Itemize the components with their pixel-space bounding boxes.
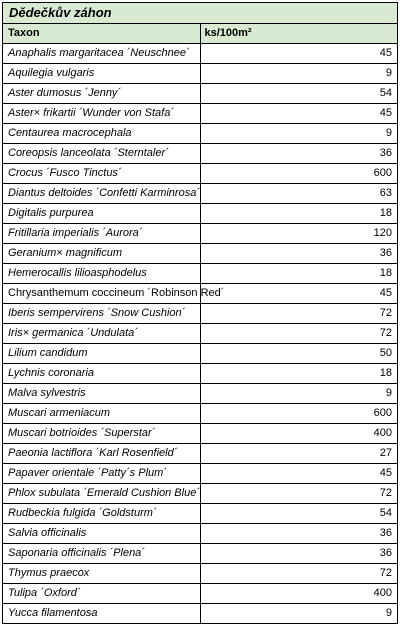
taxon-cell: Crocus ´Fusco Tinctus´ — [3, 164, 201, 184]
table-row — [3, 464, 398, 484]
qty-cell: 72 — [200, 324, 398, 344]
table-row — [3, 364, 398, 384]
qty-cell: 27 — [200, 444, 398, 464]
taxon-cell: Coreopsis lanceolata ´Sterntaler´ — [3, 144, 201, 164]
qty-cell: 36 — [200, 544, 398, 564]
taxon-cell: Muscari armeniacum — [3, 404, 201, 424]
qty-cell: 9 — [200, 384, 398, 404]
qty-cell: 63 — [200, 184, 398, 204]
table-row — [3, 164, 398, 184]
qty-cell: 54 — [200, 504, 398, 524]
table-row — [3, 104, 398, 124]
table-row — [3, 184, 398, 204]
qty-cell: 600 — [200, 404, 398, 424]
taxon-cell: Malva sylvestris — [3, 384, 201, 404]
table-row — [3, 44, 398, 64]
taxon-cell: Anaphalis margaritacea ´Neuschnee´ — [3, 44, 201, 64]
taxon-cell: Lychnis coronaria — [3, 364, 201, 384]
table-row — [3, 84, 398, 104]
qty-cell: 45 — [200, 44, 398, 64]
header-row — [3, 24, 398, 44]
table-row — [3, 544, 398, 564]
table-row — [3, 564, 398, 584]
qty-cell: 400 — [200, 584, 398, 604]
qty-cell: 72 — [200, 484, 398, 504]
table-row — [3, 144, 398, 164]
taxon-cell: Chrysanthemum coccineum ´Robinson Red´ — [3, 284, 201, 304]
table-row — [3, 404, 398, 424]
table-row — [3, 524, 398, 544]
table-row — [3, 264, 398, 284]
qty-cell: 36 — [200, 244, 398, 264]
taxon-cell: Yucca filamentosa — [3, 604, 201, 624]
table-row — [3, 64, 398, 84]
table-title: Dědečkův záhon — [3, 3, 398, 24]
qty-cell: 36 — [200, 524, 398, 544]
taxon-cell: Centaurea macrocephala — [3, 124, 201, 144]
table-body — [3, 3, 398, 624]
table-row — [3, 384, 398, 404]
table-row — [3, 584, 398, 604]
qty-cell: 18 — [200, 204, 398, 224]
qty-cell: 50 — [200, 344, 398, 364]
taxon-cell: Papaver orientale ´Patty´s Plum´ — [3, 464, 201, 484]
table-row — [3, 444, 398, 464]
table-row — [3, 484, 398, 504]
title-row — [3, 3, 398, 24]
taxon-cell: Hemerocallis lilioasphodelus — [3, 264, 201, 284]
table-row — [3, 604, 398, 624]
table-row — [3, 244, 398, 264]
table-row — [3, 124, 398, 144]
qty-cell: 36 — [200, 144, 398, 164]
header-taxon: Taxon — [3, 24, 201, 44]
qty-cell: 9 — [200, 64, 398, 84]
qty-cell: 9 — [200, 124, 398, 144]
qty-cell: 18 — [200, 264, 398, 284]
qty-cell: 72 — [200, 304, 398, 324]
qty-cell: 45 — [200, 464, 398, 484]
qty-cell: 45 — [200, 284, 398, 304]
taxon-cell: Digitalis purpurea — [3, 204, 201, 224]
qty-cell: 18 — [200, 364, 398, 384]
qty-cell: 72 — [200, 564, 398, 584]
taxon-cell: Aquilegia vulgaris — [3, 64, 201, 84]
taxon-cell: Aster× frikartii ´Wunder von Stafa´ — [3, 104, 201, 124]
header-qty: ks/100m² — [200, 24, 398, 44]
taxon-cell: Aster dumosus ´Jenny´ — [3, 84, 201, 104]
qty-cell: 45 — [200, 104, 398, 124]
taxon-cell: Rudbeckia fulgida ´Goldsturm´ — [3, 504, 201, 524]
qty-cell: 120 — [200, 224, 398, 244]
table-row — [3, 304, 398, 324]
table-row — [3, 424, 398, 444]
qty-cell: 400 — [200, 424, 398, 444]
taxon-cell: Thymus praecox — [3, 564, 201, 584]
table-row — [3, 224, 398, 244]
qty-cell: 9 — [200, 604, 398, 624]
table-row — [3, 344, 398, 364]
taxon-cell: Lilium candidum — [3, 344, 201, 364]
table-row — [3, 204, 398, 224]
taxon-cell: Fritillaria imperialis ´Aurora´ — [3, 224, 201, 244]
table-row — [3, 504, 398, 524]
taxon-cell: Geranium× magnificum — [3, 244, 201, 264]
taxon-cell: Saponaria officinalis ´Plena´ — [3, 544, 201, 564]
taxon-cell: Tulipa ´Oxford´ — [3, 584, 201, 604]
taxon-cell: Salvia officinalis — [3, 524, 201, 544]
table-row — [3, 284, 398, 304]
taxon-cell: Muscari botrioides ´Superstar´ — [3, 424, 201, 444]
taxon-cell: Iris× germanica ´Undulata´ — [3, 324, 201, 344]
plant-table — [2, 2, 398, 624]
table-row — [3, 324, 398, 344]
qty-cell: 54 — [200, 84, 398, 104]
qty-cell: 600 — [200, 164, 398, 184]
taxon-cell: Phlox subulata ´Emerald Cushion Blue´ — [3, 484, 201, 504]
taxon-cell: Paeonia lactiflora ´Karl Rosenfield´ — [3, 444, 201, 464]
taxon-cell: Iberis sempervirens ´Snow Cushion´ — [3, 304, 201, 324]
taxon-cell: Diantus deltoides ´Confetti Karminrosa´ — [3, 184, 201, 204]
